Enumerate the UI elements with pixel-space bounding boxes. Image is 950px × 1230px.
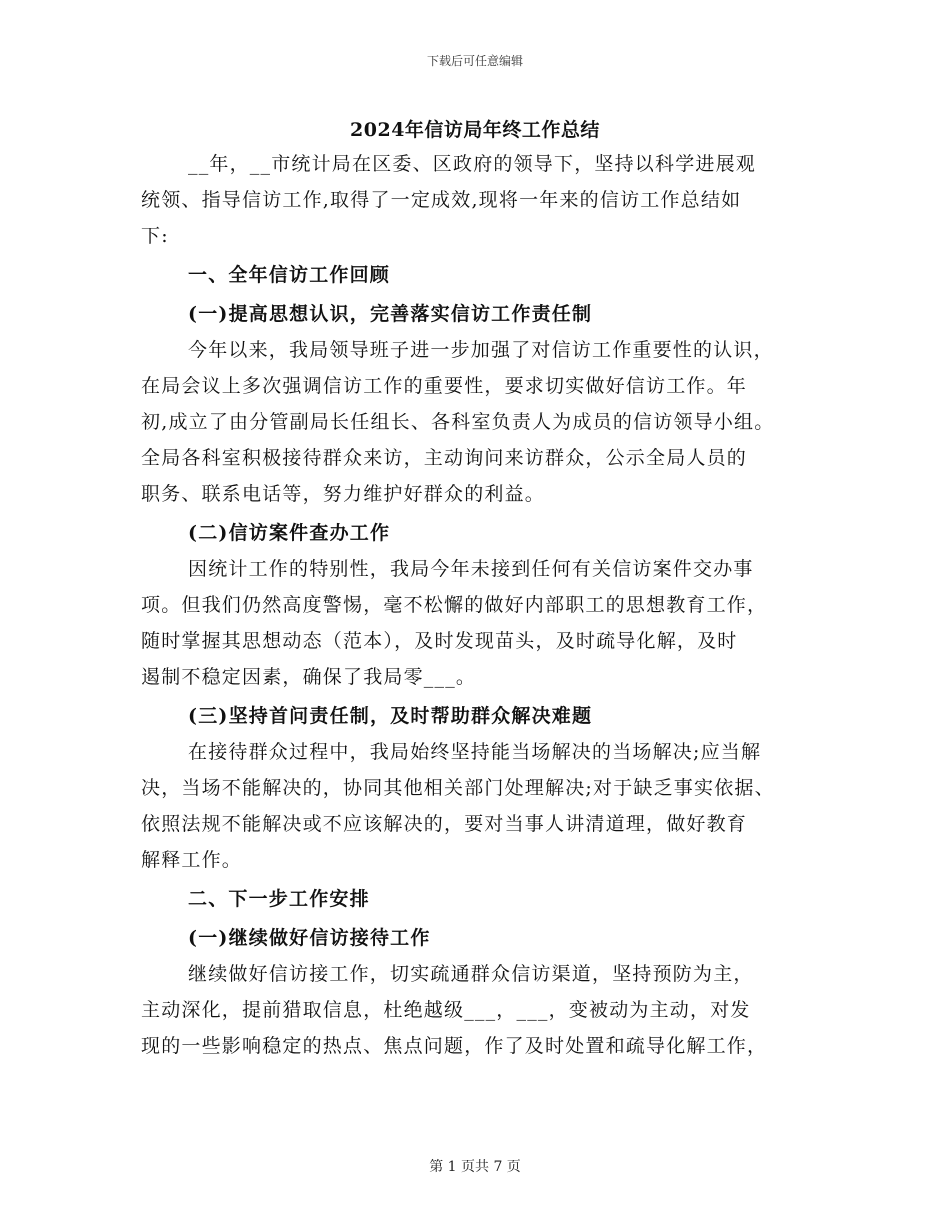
paragraph-line: 统领、指导信访工作,取得了一定成效,现将一年来的信访工作总结如 [141,189,742,211]
paragraph-line: 依照法规不能解决或不应该解决的，要对当事人讲清道理，做好教育 [141,813,748,835]
section-heading: 二、下一步工作安排 [188,888,370,910]
document-body [141,146,817,1064]
section-heading: (三)坚持首问责任制，及时帮助群众解决难题 [188,705,593,727]
paragraph-line: 继续做好信访接工作，切实疏通群众信访渠道，坚持预防为主， [188,963,754,985]
section-heading: (二)信访案件查办工作 [188,522,391,544]
paragraph-line: 下: [141,225,169,247]
paragraph-line: 全局各科室积极接待群众来访，主动询问来访群众，公示全局人员的 [141,447,748,469]
paragraph-line: 今年以来，我局领导班子进一步加强了对信访工作重要性的认识， [188,339,774,361]
paragraph-line: __年，__市统计局在区委、区政府的领导下，坚持以科学进展观 [188,153,757,175]
paragraph-line: 遏制不稳定因素，确保了我局零___。 [141,666,477,688]
paragraph-line: 在接待群众过程中，我局始终坚持能当场解决的当场解决;应当解 [188,741,762,763]
document-title: 2024年信访局年终工作总结 [350,119,600,141]
paragraph-line: 现的一些影响稳定的热点、焦点问题，作了及时处置和疏导化解工作， [141,1035,768,1057]
paragraph-line: 因统计工作的特别性，我局今年未接到任何有关信访案件交办事 [188,558,754,580]
section-heading: (一)继续做好信访接待工作 [188,927,431,949]
paragraph-line: 主动深化，提前猎取信息，杜绝越级___，___，变被动为主动，对发 [141,999,751,1021]
paragraph-line: 在局会议上多次强调信访工作的重要性，要求切实做好信访工作。年 [141,375,748,397]
section-heading: (一)提高思想认识，完善落实信访工作责任制 [188,303,593,325]
paragraph-line: 初,成立了由分管副局长任组长、各科室负责人为成员的信访领导小组。 [141,411,775,433]
paragraph-line: 随时掌握其思想动态（范本），及时发现苗头，及时疏导化解，及时 [141,630,738,652]
paragraph-line: 项。但我们仍然高度警惕，毫不松懈的做好内部职工的思想教育工作， [141,594,768,616]
paragraph-line: 解释工作。 [141,849,243,871]
paragraph-line: 决，当场不能解决的，协同其他相关部门处理解决;对于缺乏事实依据、 [141,777,775,799]
page-header-note: 下载后可任意编辑 [426,54,523,68]
paragraph-line: 职务、联系电话等，努力维护好群众的利益。 [141,483,546,505]
page-footer-number: 第 1 页共 7 页 [429,1159,521,1175]
section-heading: 一、全年信访工作回顾 [188,264,391,286]
